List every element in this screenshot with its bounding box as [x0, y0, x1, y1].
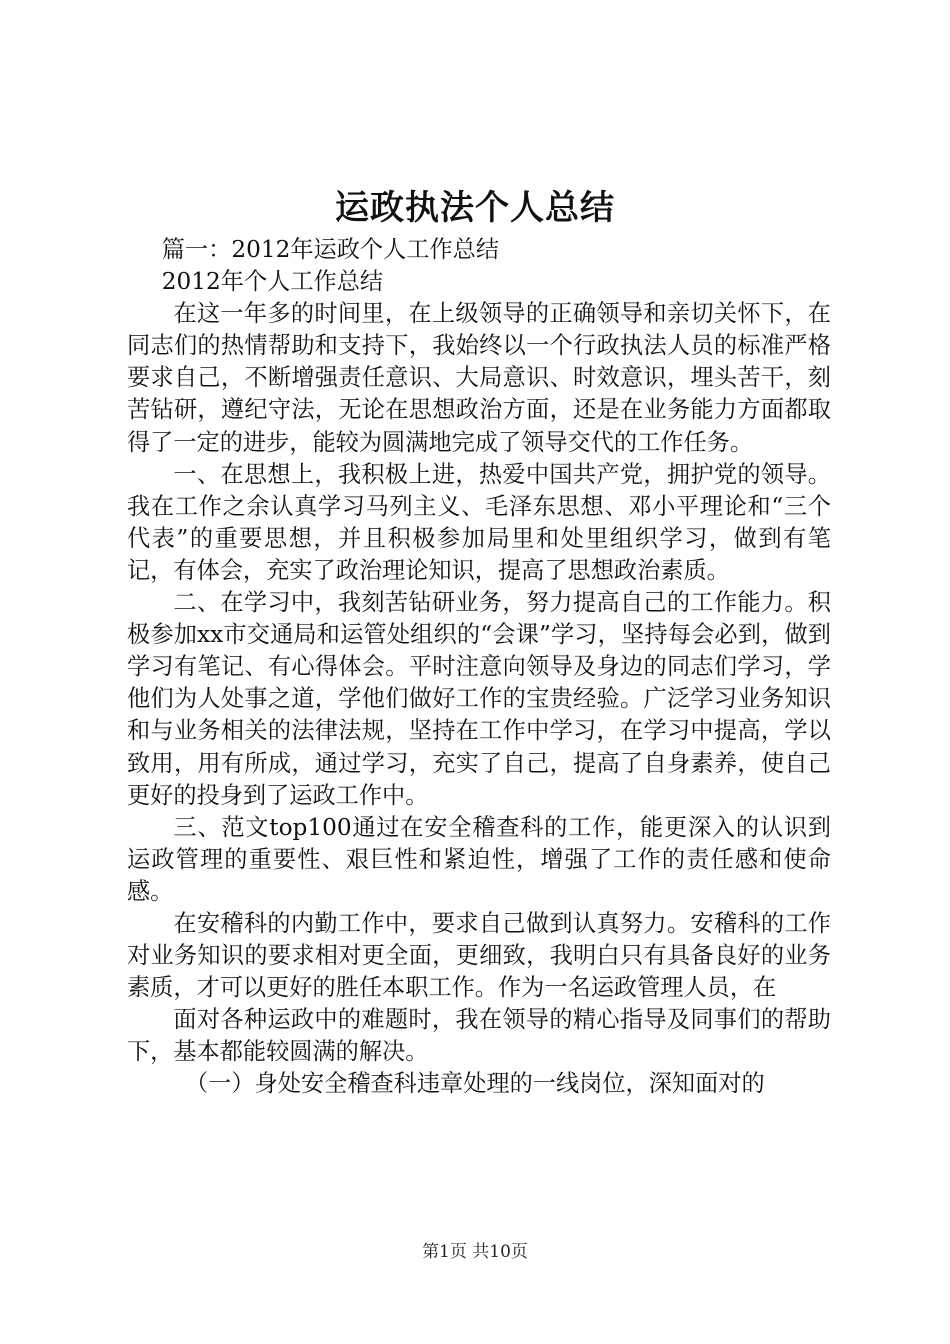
subtitle: 2012年个人工作总结 — [161, 268, 384, 296]
paragraph: （一）身处安全稽查科违章处理的一线岗位，深知面对的 — [185, 1070, 765, 1098]
paragraph: 在安稽科的内勤工作中，要求自己做到认真努力。安稽科的工作对业务知识的要求相对更全面，更细致，我明白只有具备良好的业务素质，才可以更好的胜任本职工作。作为一名运政管理人员，在 — [127, 909, 831, 1002]
section-heading: 篇一：2012年运政个人工作总结 — [161, 236, 500, 263]
page-footer: 第1页 共10页 — [422, 1242, 528, 1262]
document-title: 运政执法个人总结 — [335, 188, 615, 228]
document-body — [127, 234, 831, 1101]
paragraph: 二、在学习中，我刻苦钻研业务，努力提高自己的工作能力。积极参加xx市交通局和运管处组织的“会课”学习，坚持每会必到，做到学习有笔记、有心得体会。平时注意向领导及身边的同志们学习，学他们为人处事之道，学他们做好工作的宝贵经验。广泛学习业务知识和与业务相关的法律法规，坚持在工作中学习，在学习中提高，学以致用，用有所成，通过学习，充实了自己，提高了自身素养，使自己更好的投身到了运政工作中。 — [127, 589, 831, 809]
paragraph: 面对各种运政中的难题时，我在领导的精心指导及同事们的帮助下，基本都能较圆满的解决。 — [127, 1006, 831, 1066]
paragraph: 三、范文top100通过在安全稽查科的工作，能更深入的认识到运政管理的重要性、艰巨性和紧迫性，增强了工作的责任感和使命感。 — [127, 813, 831, 905]
paragraph: 一、在思想上，我积极上进，热爱中国共产党，拥护党的领导。我在工作之余认真学习马列主义、毛泽东思想、邓小平理论和“三个代表”的重要思想，并且积极参加局里和处里组织学习，做到有笔记，有体会，充实了政治理论知识，提高了思想政治素质。 — [127, 460, 831, 584]
paragraph: 在这一年多的时间里，在上级领导的正确领导和亲切关怀下，在同志们的热情帮助和支持下，我始终以一个行政执法人员的标准严格要求自己，不断增强责任意识、大局意识、时效意识，埋头苦干，刻苦钻研，遵纪守法，无论在思想政治方面，还是在业务能力方面都取得了一定的进步，能较为圆满地完成了领导交代的工作任务。 — [127, 300, 831, 456]
